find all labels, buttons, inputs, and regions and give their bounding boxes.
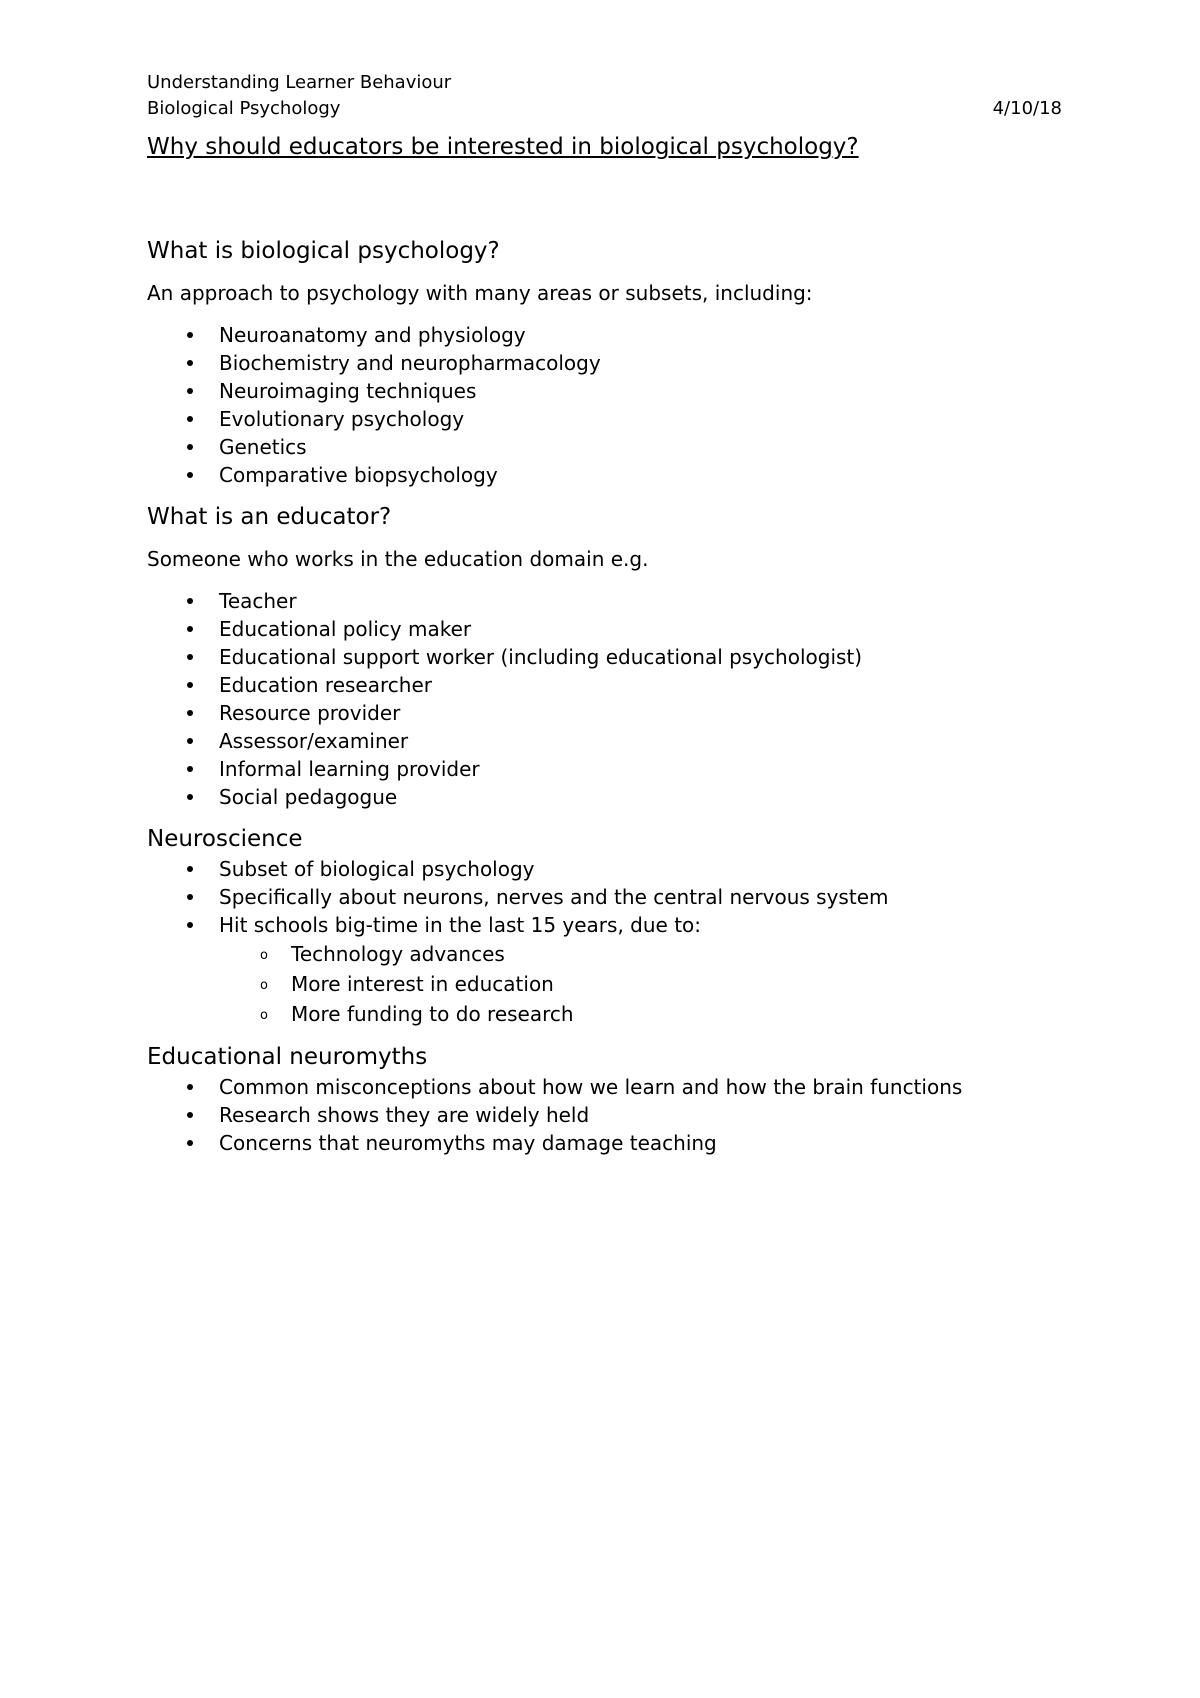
bullet-icon [187,388,193,394]
list-item: Hit schools big-time in the last 15 years, due to: [147,911,1062,939]
list-item: Educational policy maker [147,615,1062,643]
bullet-icon [187,598,193,604]
topic-name: Biological Psychology [147,98,341,119]
list-item: Education researcher [147,671,1062,699]
circle-bullet-icon: o [260,948,268,963]
bullet-icon [187,654,193,660]
bullet-icon [187,444,193,450]
list-item: Educational support worker (including educational psychologist) [147,643,1062,671]
document-date: 4/10/18 [992,98,1062,119]
sub-bullet-list [147,939,1062,1029]
bullet-list [147,587,1062,811]
section-heading-biological-psychology: What is biological psychology? [147,238,500,264]
sub-list-item: o More funding to do research [147,999,1062,1029]
list-item: Assessor/examiner [147,727,1062,755]
document-title: Why should educators be interested in biological psychology? [147,134,859,160]
bullet-icon [187,866,193,872]
circle-bullet-icon: o [260,978,268,993]
bullet-icon [187,1112,193,1118]
course-name: Understanding Learner Behaviour [147,72,452,93]
list-item: Subset of biological psychology [147,855,1062,883]
list-item: Evolutionary psychology [147,405,1062,433]
bullet-icon [187,922,193,928]
header-topic-row [147,96,1062,122]
section-intro: An approach to psychology with many areas or subsets, including: [147,281,813,305]
bullet-icon [187,332,193,338]
bullet-list [147,1073,1062,1157]
sub-list-item: o More interest in education [147,969,1062,999]
header-course [147,70,1062,96]
list-item: Comparative biopsychology [147,461,1062,489]
document-page [147,70,1062,1157]
bullet-icon [187,682,193,688]
bullet-list [147,855,1062,939]
bullet-icon [187,472,193,478]
section-heading-neuromyths: Educational neuromyths [147,1044,428,1070]
list-item: Social pedagogue [147,783,1062,811]
list-item: Common misconceptions about how we learn and how the brain functions [147,1073,1062,1101]
bullet-icon [187,1140,193,1146]
list-item: Neuroimaging techniques [147,377,1062,405]
bullet-icon [187,1084,193,1090]
list-item: Specifically about neurons, nerves and the central nervous system [147,883,1062,911]
bullet-icon [187,416,193,422]
bullet-icon [187,794,193,800]
section-heading-neuroscience: Neuroscience [147,826,303,852]
bullet-icon [187,894,193,900]
bullet-icon [187,626,193,632]
list-item: Biochemistry and neuropharmacology [147,349,1062,377]
bullet-icon [187,710,193,716]
section-intro: Someone who works in the education domain e.g. [147,547,649,571]
bullet-icon [187,738,193,744]
list-item: Resource provider [147,699,1062,727]
bullet-icon [187,766,193,772]
bullet-list [147,321,1062,489]
list-item: Informal learning provider [147,755,1062,783]
bullet-icon [187,360,193,366]
section-heading-educator: What is an educator? [147,504,392,530]
list-item: Neuroanatomy and physiology [147,321,1062,349]
sub-list-item: o Technology advances [147,939,1062,969]
list-item: Teacher [147,587,1062,615]
list-item: Research shows they are widely held [147,1101,1062,1129]
list-item: Concerns that neuromyths may damage teaching [147,1129,1062,1157]
circle-bullet-icon: o [260,1008,268,1023]
list-item: Genetics [147,433,1062,461]
